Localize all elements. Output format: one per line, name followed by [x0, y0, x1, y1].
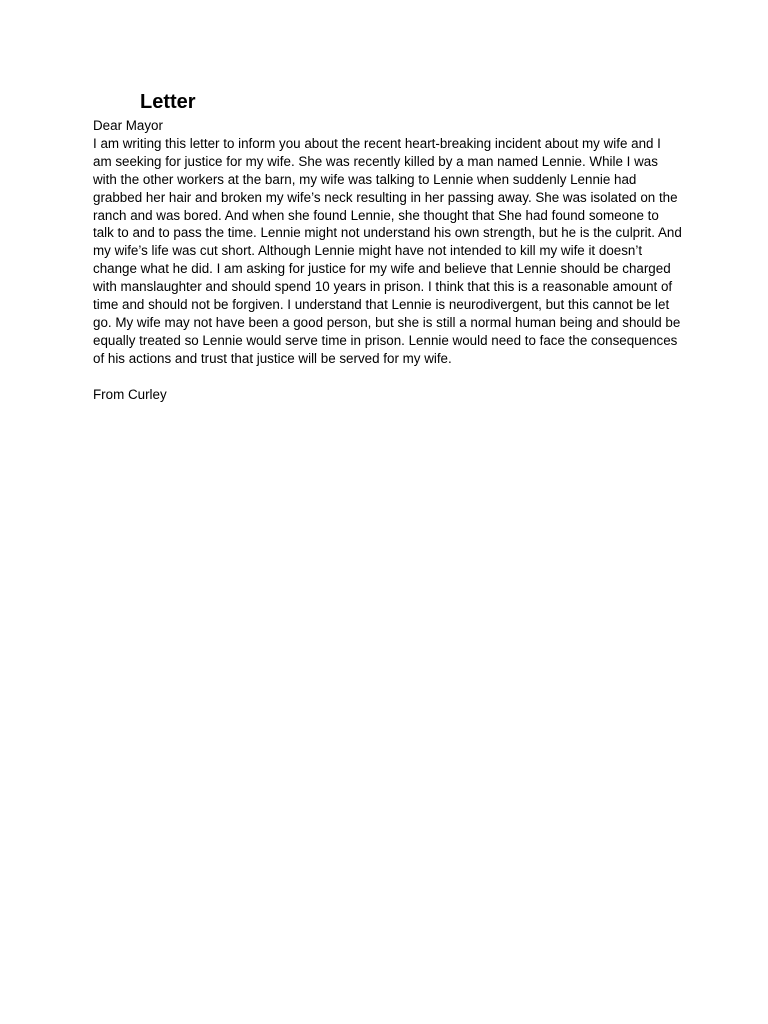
letter-content	[93, 117, 683, 403]
letter-salutation: Dear Mayor	[93, 118, 163, 133]
letter-closing: From Curley	[93, 386, 167, 402]
letter-title: Letter	[140, 91, 196, 113]
letter-body: I am writing this letter to inform you about the recent heart-breaking incident about my wife and I am seeking for justice for my wife. She was recently killed by a man named Lennie. While I was with the other workers at the barn, my wife was talking to Lennie when suddenly Lennie had grabbed her hair and broken my wife’s neck resulting in her passing away. She was isolated on the ranch and was bored. And when she found Lennie, she thought that She had found someone to talk to and to pass the time. Lennie might not understand his own strength, but he is the culprit. And my wife’s life was cut short. Although Lennie might have not intended to kill my wife it doesn’t change what he did. I am asking for justice for my wife and believe that Lennie should be charged with manslaughter and should spend 10 years in prison. I think that this is a reasonable amount of time and should not be forgiven. I understand that Lennie is neurodivergent, but this cannot be let go. My wife may not have been a good person, but she is still a normal human being and should be equally treated so Lennie would serve time in prison. Lennie would need to face the consequences of his actions and trust that justice will be served for my wife.	[93, 135, 682, 366]
